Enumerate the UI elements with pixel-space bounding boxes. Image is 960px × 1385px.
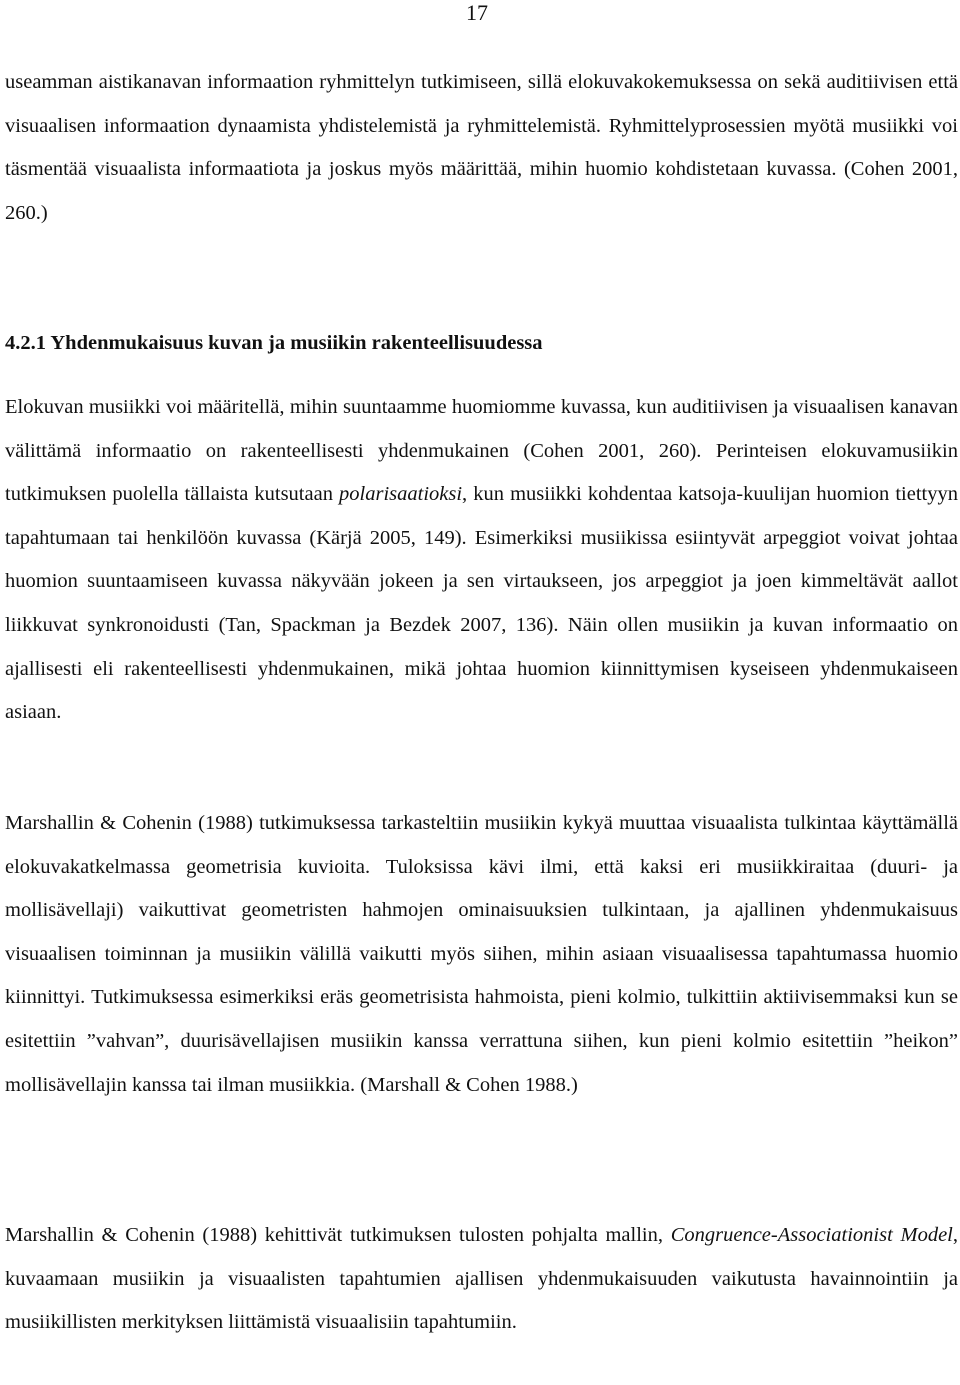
- italic-term: polarisaatioksi: [339, 483, 463, 506]
- paragraph-text: , kun musiikki kohdentaa katsoja-kuulijan huomion tiettyyn tapahtumaan tai henkilöön kuvassa (Kärjä 2005, 149). Esimerkiksi musiikissa esiintyvät arpeggiot voivat johtaa huomion suuntaamiseen kuvassa näkyvään jokeen ja sen virtaukseen, jos arpeggiot ja joen kimmeltävät aallot liikkuvat synkronoidusti (Tan, Spackman ja Bezdek 2007, 136). Näin ollen musiikin ja kuvan informaatio on ajallisesti eli rakenteellisesti yhdenmukainen, mikä johtaa huomion kiinnittymisen kyseiseen yhdenmukaiseen asiaan.: [5, 483, 958, 724]
- section-heading: 4.2.1 Yhdenmukaisuus kuvan ja musiikin rakenteellisuudessa: [5, 332, 543, 354]
- paragraph-model: [5, 1214, 958, 1345]
- paragraph-continuation: useamman aistikanavan informaation ryhmittelyn tutkimiseen, sillä elokuvakokemuksessa on sekä auditiivisen että visuaalisen informaation dynaamista yhdistelemistä ja ryhmittelemistä. Ryhmittelyprosessien myötä musiikki voi täsmentää visuaalista informaatiota ja joskus myös määrittää, mihin huomio kohdistetaan kuvassa. (Cohen 2001, 260.): [5, 71, 958, 224]
- paragraph-text: Elokuvan musiikki voi määritellä, mihin suuntaamme huomiomme kuvassa, kun auditiivisen ja visuaalisen kanavan välittämä informaatio on rakenteellisesti yhdenmukainen (Cohen 2001, 260). Perinteisen elokuvamusiikin tutkimuksen puolella tällaista kutsutaan: [5, 396, 958, 506]
- page-number: 17: [466, 0, 488, 25]
- paragraph-polarization: [5, 386, 958, 735]
- paragraph-text: , kuvaamaan musiikin ja visuaalisten tapahtumien ajallisen yhdenmukaisuuden vaikutusta havainnointiin ja musiikillisten merkityksen liittämistä visuaalisiin tapahtumiin.: [5, 1224, 958, 1334]
- italic-model-name: Congruence-Associationist Model: [670, 1224, 953, 1246]
- paragraph-marshall-cohen-study: Marshallin & Cohenin (1988) tutkimuksessa tarkasteltiin musiikin kykyä muuttaa visuaalista tulkintaa käyttämällä elokuvakatkelmassa geometrisia kuvioita. Tuloksissa kävi ilmi, että kaksi eri musiikkiraitaa (duuri- ja mollisävellaji) vaikuttivat geometristen hahmojen ominaisuuksien tulkintaan, ja ajallinen yhdenmukaisuus visuaalisen toiminnan ja musiikin välillä vaikutti myös siihen, mihin asiaan visuaalisessa tapahtumassa huomio kiinnittyi. Tutkimuksessa esimerkiksi eräs geometrisista hahmoista, pieni kolmio, tulkittiin aktiivisemmaksi kun se esitettiin ”vahvan”, duurisävellajisen musiikin kanssa verrattuna siihen, kun pieni kolmio esitettiin ”heikon” mollisävellajin kanssa tai ilman musiikkia. (Marshall & Cohen 1988.): [5, 812, 958, 1096]
- paragraph-text: Marshallin & Cohenin (1988) kehittivät tutkimuksen tulosten pohjalta mallin,: [5, 1224, 671, 1246]
